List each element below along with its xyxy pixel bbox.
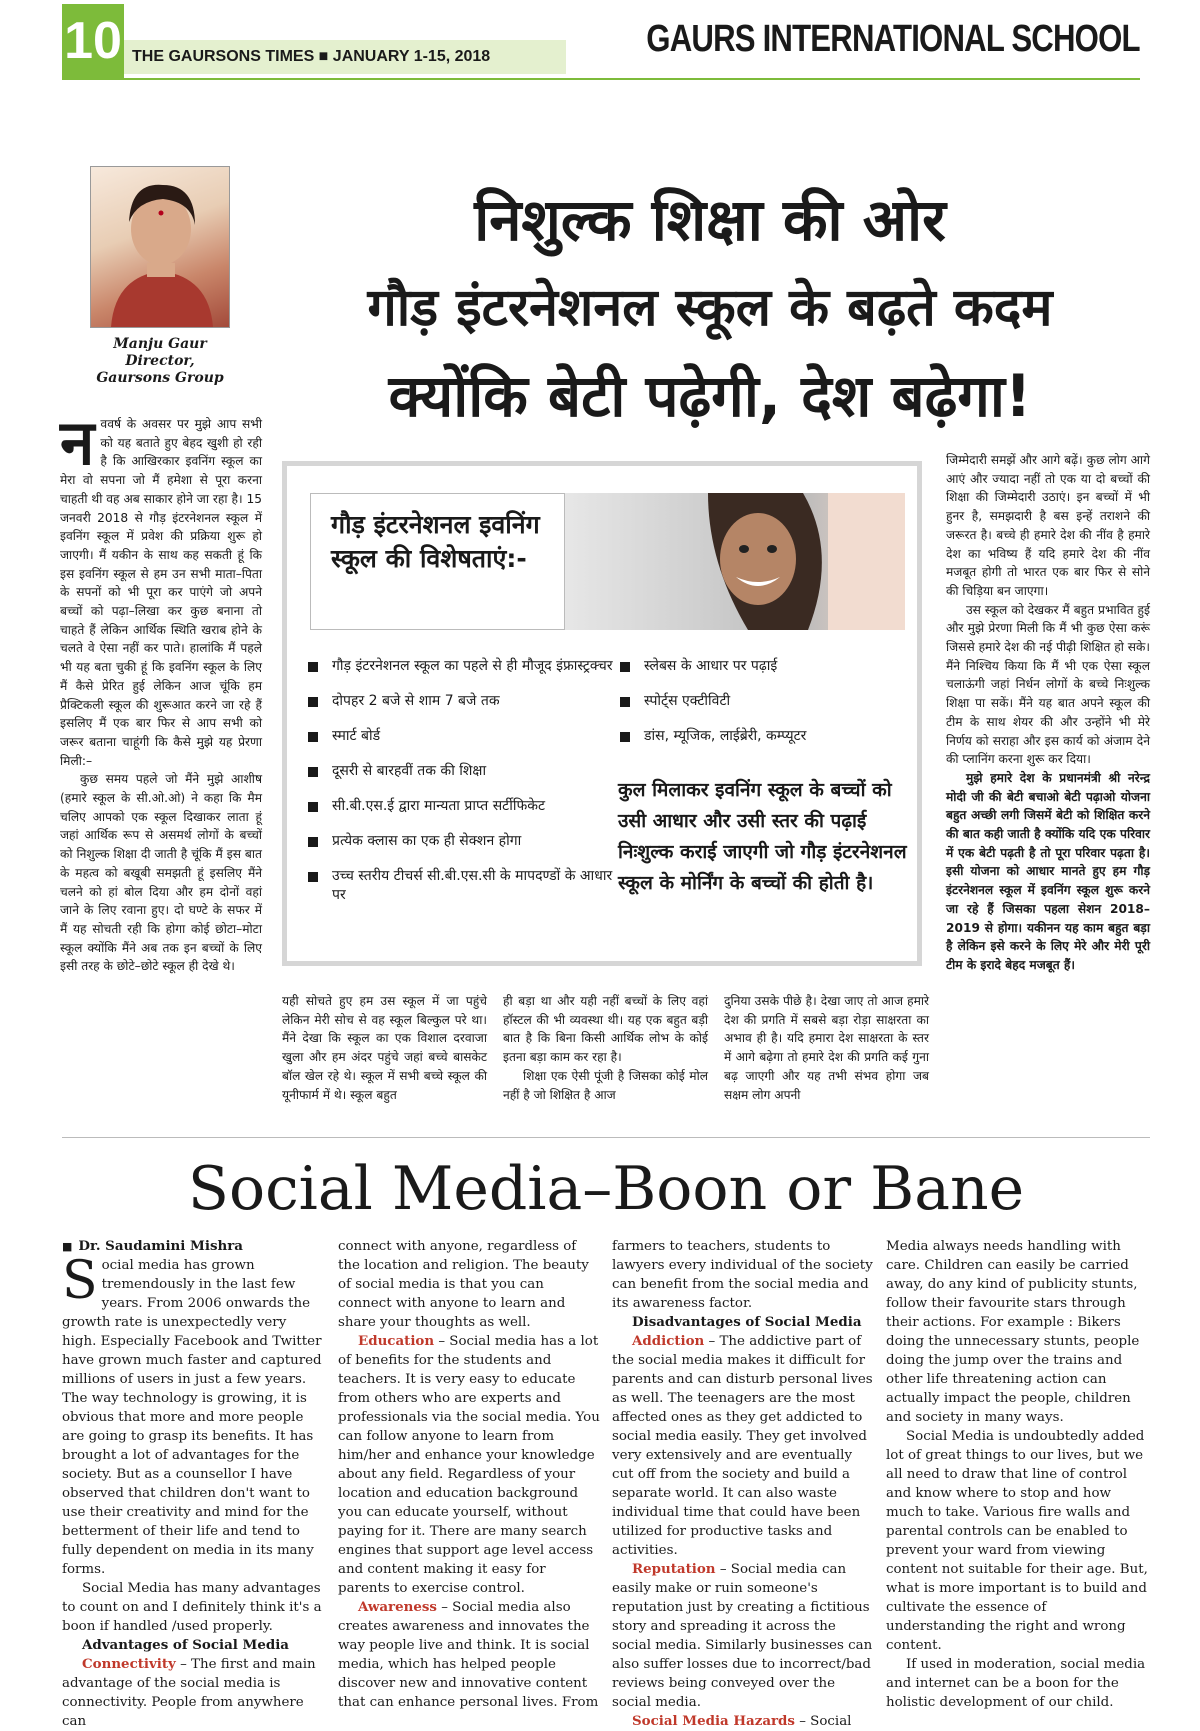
english-column-1: [62, 1237, 324, 1731]
keyword-education: Education: [358, 1333, 435, 1349]
director-photo: [90, 166, 230, 328]
english-drop-cap: S: [62, 1251, 98, 1311]
feature-item: डांस, म्यूजिक, लाईब्रेरी, कम्प्यूटर: [620, 727, 910, 746]
keyword-awareness: Awareness: [358, 1599, 437, 1615]
feature-item: स्पोर्ट्स एक्टीविटी: [620, 692, 910, 711]
director-org: Gaursons Group: [96, 370, 224, 386]
hindi-left-column: [60, 406, 262, 976]
hindi-bottom-column-3: दुनिया उसके पीछे है। देखा जाए तो आज हमारे देश की प्रगति में सबसे बड़ा रोड़ा साक्षरता का अभाव ही है। यदि हमारा देश साक्षरता के स्तर में आगे बढ़ेगा तो हमारे देश की प्रगति कई गुना बढ़ जाएगी और यह तभी संभव होगा जब सक्षम लोग अपनी: [724, 994, 929, 1102]
english-c3-para-3: – Social media can easily make or ruin someone's reputation just by creating a fictitious story and spreading it across the social media. Similarly businesses can also suffer losses due to incorrect/bad reviews being conveyed over the social media.: [612, 1562, 873, 1710]
hindi-bottom-col2-para-2: शिक्षा एक ऐसी पूंजी है जिसका कोई मोल नहीं है जो शिक्षित है आज: [503, 1068, 708, 1102]
english-c2-para-2: – Social media has a lot of benefits for the students and teachers. It is very easy to educate from others who are experts and professionals via the social media. You can follow anyone to learn from him/her and enhance your knowledge about any field. Regardless of your location and education background you can educate yourself, without paying for it. There are many search engines that support age level access and content making it easy for parents to exercise control.: [338, 1334, 600, 1596]
feature-item: प्रत्येक क्लास का एक ही सेक्शन होगा: [308, 832, 618, 851]
page-number: 10: [62, 4, 124, 78]
features-box-title: गौड़ इंटरनेशनल इवनिंग स्कूल की विशेषताएं:-: [310, 493, 565, 630]
keyword-reputation: Reputation: [632, 1561, 716, 1577]
english-c4-para-2: Social Media is undoubtedly added lot of great things to our lives, but we all need to draw that line of control and know where to stop and how much to take. Various fire walls and parental controls can be enabled to prevent your ward from viewing content not suitable for their age. But, what is more important is to build and cultivate the essence of understanding the right and wrong content.: [886, 1429, 1148, 1653]
english-c3-para-4: – Social: [794, 1714, 852, 1729]
keyword-hazards: Social Media Hazards: [632, 1713, 795, 1729]
features-summary: कुल मिलाकर इवनिंग स्कूल के बच्चों को उसी आधार और उसी स्तर की पढ़ाई निःशुल्क कराई जाएगी जो गौड़ इंटरनेशनल स्कूल के मोर्निंग के बच्चों की होती है।: [618, 779, 907, 894]
english-article-title: Social Media–Boon or Bane: [187, 1154, 1025, 1224]
english-c1-para-3: – The first and main advantage of the social media is connectivity. People from anywhere can: [62, 1657, 316, 1729]
director-name: Manju Gaur: [113, 336, 207, 352]
feature-item: स्मार्ट बोर्ड: [308, 727, 618, 746]
english-c2-para-3: – Social media also creates awareness and innovates the way people live and think. It is social media, which has helped people discover new and innovative content that can enhance personal lives. From: [338, 1600, 599, 1710]
disadvantages-heading: Disadvantages of Social Media: [632, 1314, 862, 1330]
english-c1-para-1: ocial media has grown tremendously in the last few years. From 2006 onwards the growth rate is unexpectedly very high. Especially Facebook and Twitter have grown much faster and captured millions of users in just a few years. The way technology is growing, it is obvious that more and more people are going to grasp its benefits. It has brought a lot of advantages for the society. But as a counsellor I have observed that children don't want to use their creativity and mind for the betterment of their life and tend to fully dependent on media in its many forms.: [62, 1258, 322, 1577]
hindi-bottom-col2-para-1: ही बड़ा था और यही नहीं बच्चों के लिए वहां हॉस्टल की भी व्यवस्था थी। यह एक बहुत बड़ी बात है कि बिना किसी आर्थिक लोभ के कोई इतना बड़ा काम कर रहा है।: [503, 994, 708, 1065]
english-column-3: [612, 1237, 874, 1731]
publication-date-bar: THE GAURSONS TIMES ■ JANUARY 1-15, 2018: [124, 40, 566, 74]
hindi-drop-cap: न: [60, 406, 95, 479]
hindi-headline: [260, 176, 1160, 440]
feature-item: सी.बी.एस.ई द्वारा मान्यता प्राप्त सर्टीफिकेट: [308, 797, 618, 816]
director-caption: [70, 336, 250, 387]
headline-line-1: निशुल्क शिक्षा की ओर: [474, 186, 946, 254]
director-role: Director,: [125, 353, 195, 369]
english-c4-para-3: If used in moderation, social media and internet can be a boon for the holistic development of our child.: [886, 1657, 1146, 1710]
features-list-right: [620, 657, 910, 762]
english-c1-para-2: Social Media has many advantages to count on and I definitely think it's a boon if handled /used properly.: [62, 1581, 322, 1634]
girl-photo: [558, 493, 905, 630]
feature-item: स्लेबस के आधार पर पढ़ाई: [620, 657, 910, 676]
school-name-heading: GAURS INTERNATIONAL SCHOOL: [646, 18, 1140, 60]
hindi-left-para-2: कुछ समय पहले जो मैंने मुझे आशीष (हमारे स्कूल के सी.ओ.ओ) ने कहा कि मैम चलिए आपको एक स्कूल दिखाकर लाता हूं जहां आर्थिक रूप से असमर्थ लोगों के बच्चों को निशुल्क शिक्षा दी जाती है चूंकि मैं इस बात के महत्व को बखूबी समझती हूं इसलिए मैंने चलने को हां बोल दिया और हम दोनों वहां जाने के लिए रवाना हुए। दो घण्टे के सफर में मैं यह सोचती रही कि होगा कोई छोटा–मोटा स्कूल क्योंकि मैंने अब तक इन बच्चों के लिए इसी तरह के छोटे–छोटे स्कूल ही देखे थे।: [60, 772, 262, 974]
hindi-right-para-1: जिम्मेदारी समझें और आगे बढ़ें। कुछ लोग आगे आएं और ज्यादा नहीं तो एक या दो बच्चों की शिक्षा की जिम्मेदारी उठाएं। इन बच्चों में भी हुनर है, समझदारी है बस इन्हें तराशने की जरूरत है। बच्चे ही हमारे देश की नींव है हमारे देश का भविष्य हैं यदि हमारे देश की नींव मजबूत होगी तो भारत एक बार फिर से सोने की चिड़िया बन जाएगा।: [946, 453, 1150, 598]
hindi-right-para-2: उस स्कूल को देखकर मैं बहुत प्रभावित हुई और मुझे प्रेरणा मिली कि मैं भी कुछ ऐसा करूं जिससे हमारे देश की नई पीढ़ी शिक्षित हो सके। मैंने निश्चिय किया कि मैं भी एक ऐसा स्कूल चलाऊंगी जहां निर्धन लोगों के बच्चे निःशुल्क शिक्षा पा सकें। मैंने यह बात अपने स्कूल की टीम के साथ शेयर की और उन्होंने भी मेरे निर्णय को सराहा और इस कार्य को अंजाम देने की प्लानिंग करना शुरू कर दिया।: [946, 602, 1150, 767]
feature-item: दोपहर 2 बजे से शाम 7 बजे तक: [308, 692, 618, 711]
article-author: ■ Dr. Saudamini Mishra: [62, 1237, 324, 1256]
hindi-right-para-3: मुझे हमारे देश के प्रधानमंत्री श्री नरेन्द्र मोदी जी की बेटी बचाओ बेटी पढ़ाओ योजना बहुत अच्छी लगी जिसमें बेटी को शिक्षित करने की बात कही जाती है क्योंकि यदि एक परिवार में एक बेटी पढ़ती है तो पूरा परिवार पढ़ता है। इसी योजना को आधार मानते हुए हम गौड़ इंटरनेशनल स्कूल में इवनिंग स्कूल शुरू करने जा रहे हैं जिसका पहला सेशन 2018–2019 से होगा। यकीनन यह काम बहुत बड़ा है लेकिन इसे करने के लिए मेरे और मेरी पूरी टीम के इरादे बेहद मजबूत हैं।: [946, 770, 1150, 972]
english-c3-para-1: farmers to teachers, students to lawyers every individual of the society can benefit from the social media and its awareness factor.: [612, 1239, 873, 1311]
english-column-2: [338, 1237, 600, 1712]
keyword-connectivity: Connectivity: [82, 1656, 176, 1672]
english-c4-para-1: Media always needs handling with care. Children can easily be carried away, do any kind of publicity stunts, follow their favourite stars through their actions. For example : Bikers doing the unnecessary stunts, people doing the jump over the trains and other life threatening action can actually impact the people, children and society in many ways.: [886, 1239, 1140, 1425]
hindi-bottom-column-2: [503, 992, 708, 1104]
section-divider: [62, 1137, 1150, 1138]
feature-item: गौड़ इंटरनेशनल स्कूल का पहले से ही मौजूद इंफ्रास्ट्रक्चर: [308, 657, 618, 676]
hindi-bottom-column-1: यही सोचते हुए हम उस स्कूल में जा पहुंचे लेकिन मेरी सोच से वह स्कूल बिल्कुल परे था। मैंने देखा कि स्कूल का एक विशाल दरवाजा खुला और हम अंदर पहुंचे जहां बच्चे बासकेट बॉल खेल रहे थे। स्कूल में सभी बच्चे स्कूल की यूनीफार्म में थे। स्कूल बहुत: [282, 994, 487, 1102]
headline-line-2: गौड़ इंटरनेशनल स्कूल के बढ़ते कदम: [367, 278, 1053, 338]
feature-item: दूसरी से बारहवीं तक की शिक्षा: [308, 762, 618, 781]
english-column-4: [886, 1237, 1148, 1712]
headline-line-3: क्योंकि बेटी पढ़ेगी, देश बढ़ेगा!: [388, 362, 1032, 430]
hindi-left-para-1: ववर्ष के अवसर पर मुझे आप सभी को यह बताते हुए बेहद खुशी हो रही है कि आखिरकार इवनिंग स्कूल का मेरा वो सपना जो मैं हमेशा से पूरा करना चाहती थी वह अब साकार होने जा रहा है। 15 जनवरी 2018 से गौड़ इंटरनेशनल स्कूल में इवनिंग स्कूल में प्रवेश की प्रक्रिया शुरू हो जाएगी। मैं यकीन के साथ कह सकती हूं कि इस इवनिंग स्कूल से हम उन सभी माता–पिता के सपनों को भी पूरा कर पाएंगे जो अपने बच्चों को पढ़ा–लिखा कर कुछ बनाना तो चाहते हैं लेकिन आर्थिक स्थिति खराब होने के चलते वे ऐसा नहीं कर पाते। हालांकि मैं पहले भी यह बता चुकी हूं कि इवनिंग स्कूल के लिए मैं कैसे प्रेरित हुई लेकिन आज चूंकि हम प्रैक्टिकली स्कूल की शुरूआत करने जा रहे हैं इसलिए मैं एक बार फिर से आप सभी को जरूर बताना चाहूंगी कि कैसे मुझे यह प्रेरणा मिली:–: [60, 417, 262, 768]
features-list-left: [308, 657, 618, 921]
hindi-right-column: [946, 451, 1150, 975]
english-c2-para-1: connect with anyone, regardless of the location and religion. The beauty of social media is that you can connect with anyone to learn and share your thoughts as well.: [338, 1239, 589, 1330]
header-rule: [62, 78, 1140, 80]
english-c3-para-2: – The addictive part of the social media makes it difficult for parents and can disturb personal lives as well. The teenagers are the most affected ones as they get addicted to social media easily. They get involved very extensively and are eventually cut off from the society and build a separate world. It can also waste individual time that could have been utilized for productive tasks and activities.: [612, 1334, 873, 1558]
advantages-heading: Advantages of Social Media: [82, 1637, 289, 1653]
feature-item: उच्च स्तरीय टीचर्स सी.बी.एस.सी के मापदण्डों के आधार पर: [308, 867, 618, 905]
keyword-addiction: Addiction: [632, 1333, 705, 1349]
